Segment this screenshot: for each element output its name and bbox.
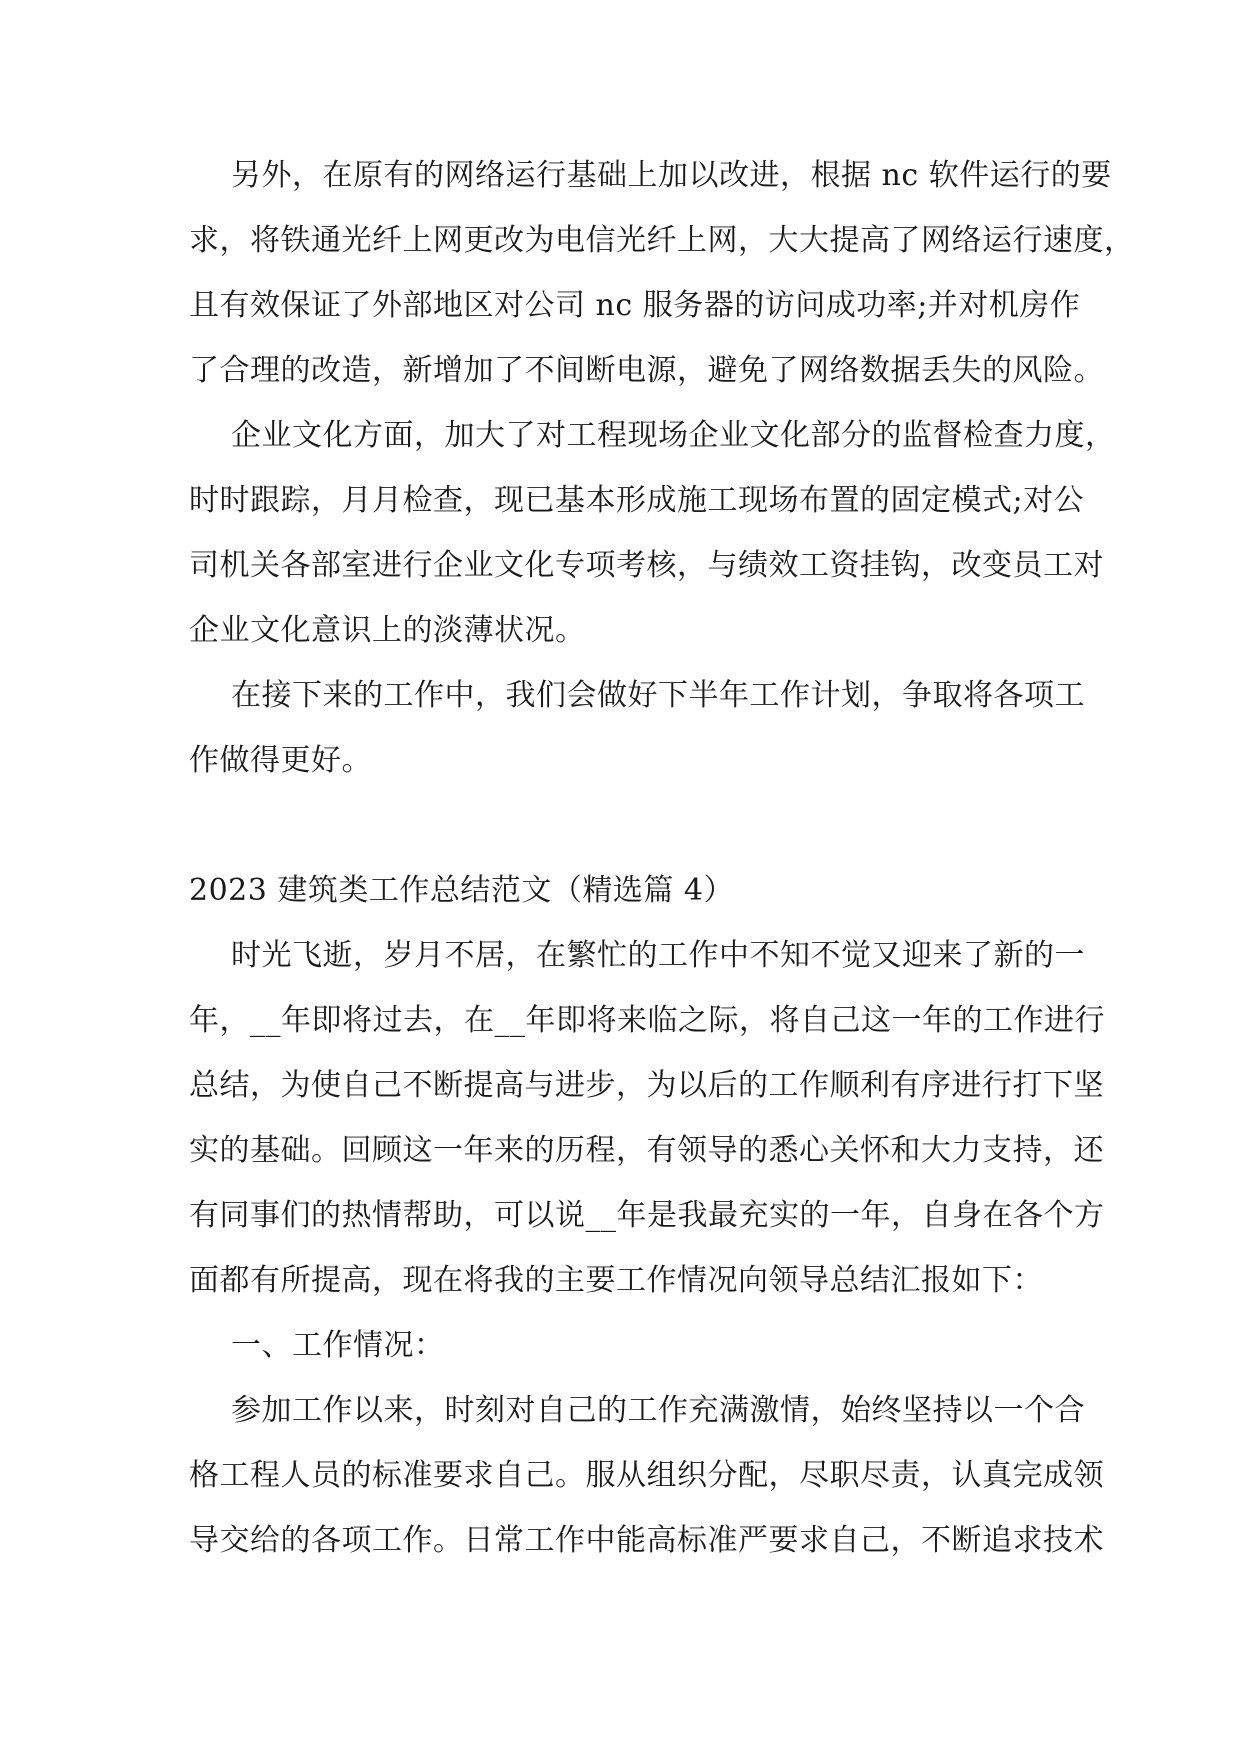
paragraph-line: 司机关各部室进行企业文化专项考核，与绩效工资挂钩，改变员工对	[189, 548, 1104, 583]
section-title: 2023 建筑类工作总结范文（精选篇 4）	[189, 873, 735, 908]
subheading-work-situation	[189, 1325, 1064, 1367]
paragraph-line: 有同事们的热情帮助，可以说__年是我最充实的一年，自身在各个方	[189, 1198, 1105, 1233]
paragraph-line: 面都有所提高，现在将我的主要工作情况向领导总结汇报如下：	[189, 1263, 1043, 1298]
paragraph-line: 实的基础。回顾这一年来的历程，有领导的悉心关怀和大力支持，还	[189, 1133, 1104, 1168]
paragraph-line: 格工程人员的标准要求自己。服从组织分配，尽职尽责，认真完成领	[189, 1458, 1104, 1493]
document-body	[189, 155, 1135, 1585]
paragraph-line: 时光飞逝，岁月不居，在繁忙的工作中不知不觉又迎来了新的一	[231, 938, 1085, 973]
subheading-line: 一、工作情况：	[231, 1328, 445, 1363]
paragraph-intro	[189, 935, 1105, 1302]
paragraph-network	[189, 155, 1135, 392]
paragraph-line: 且有效保证了外部地区对公司 nc 服务器的访问成功率;并对机房作	[189, 288, 1081, 323]
paragraph-line: 企业文化方面，加大了对工程现场企业文化部分的监督检查力度，	[231, 418, 1116, 453]
paragraph-line: 年，__年即将过去，在__年即将来临之际，将自己这一年的工作进行	[189, 1003, 1105, 1038]
paragraph-line: 总结，为使自己不断提高与进步，为以后的工作顺利有序进行打下坚	[189, 1068, 1104, 1103]
paragraph-line: 另外，在原有的网络运行基础上加以改进，根据 nc 软件运行的要	[231, 158, 1112, 193]
paragraph-line: 作做得更好。	[189, 743, 372, 778]
paragraph-line: 求，将铁通光纤上网更改为电信光纤上网，大大提高了网络运行速度，	[189, 223, 1135, 258]
paragraph-plan	[189, 675, 1085, 782]
paragraph-line: 企业文化意识上的淡薄状况。	[189, 613, 586, 648]
paragraph-line: 了合理的改造，新增加了不间断电源，避免了网络数据丢失的风险。	[189, 353, 1104, 388]
paragraph-culture	[189, 415, 1116, 652]
paragraph-line: 在接下来的工作中，我们会做好下半年工作计划，争取将各项工	[231, 678, 1085, 713]
paragraph-line: 时时跟踪，月月检查，现已基本形成施工现场布置的固定模式;对公	[189, 483, 1085, 518]
paragraph-line: 参加工作以来，时刻对自己的工作充满激情，始终坚持以一个合	[231, 1393, 1085, 1428]
paragraph-line: 导交给的各项工作。日常工作中能高标准严要求自己，不断追求技术	[189, 1523, 1104, 1558]
paragraph-work	[189, 1390, 1104, 1562]
section-spacer	[189, 805, 1064, 870]
